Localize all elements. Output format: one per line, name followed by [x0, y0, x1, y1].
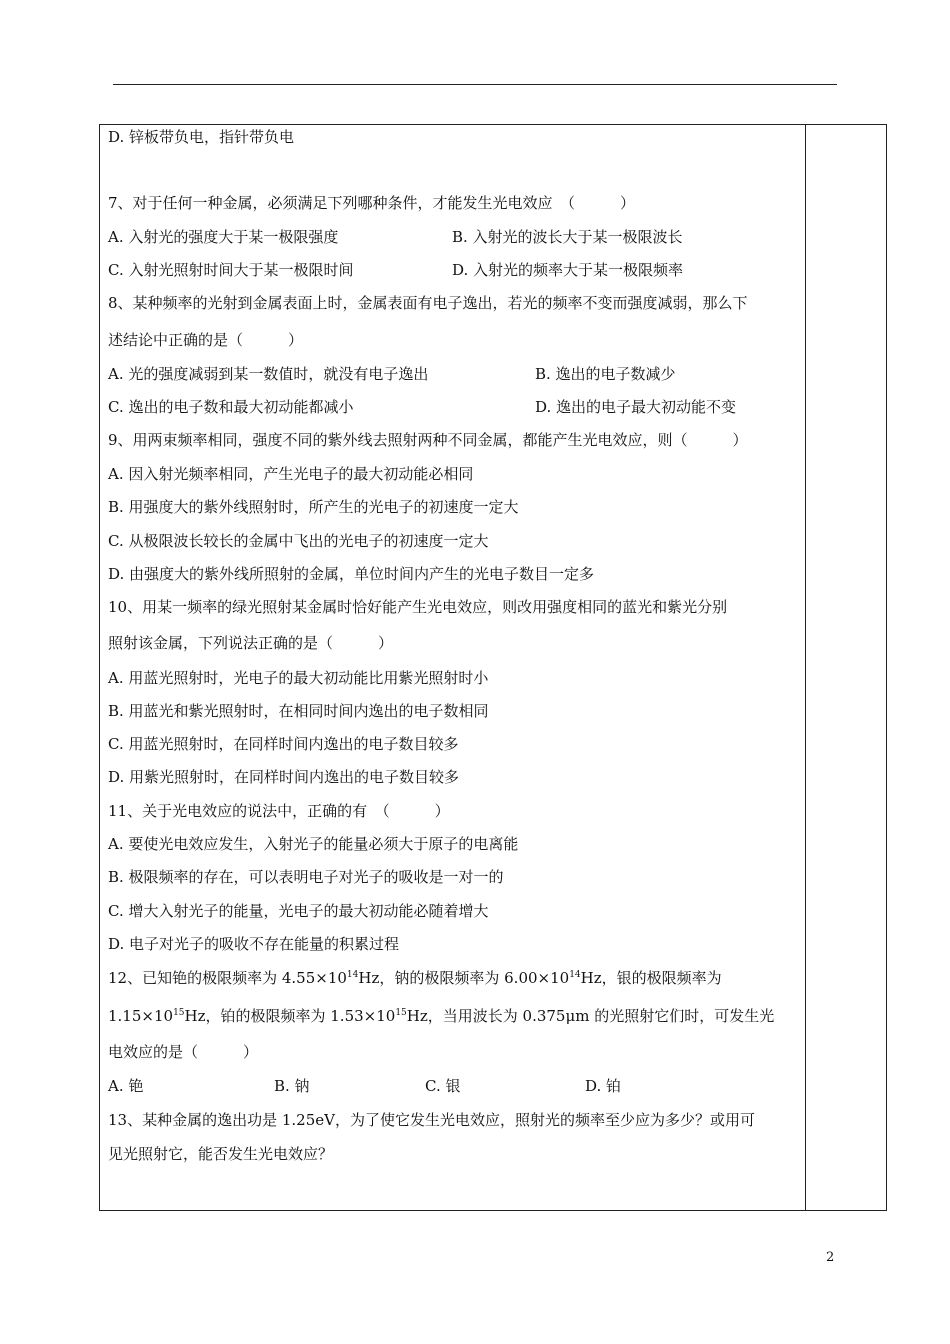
- q7-option-c: C. 入射光照射时间大于某一极限时间: [108, 261, 354, 279]
- q10-option-c: C. 用蓝光照射时，在同样时间内逸出的电子数目较多: [108, 735, 459, 753]
- q11-option-d: D. 电子对光子的吸收不存在能量的积累过程: [108, 935, 400, 953]
- q9-option-d: D. 由强度大的紫外线所照射的金属，单位时间内产生的光电子数目一定多: [108, 565, 595, 583]
- q8-stem-line2: 述结论中正确的是（ ）: [108, 331, 304, 349]
- q9-option-a: A. 因入射光频率相同，产生光电子的最大初动能必相同: [108, 465, 474, 483]
- q8-option-c: C. 逸出的电子数和最大初动能都减小: [108, 398, 354, 416]
- q7-option-d: D. 入射光的频率大于某一极限频率: [452, 261, 684, 279]
- header-rule: [113, 84, 837, 85]
- q7-stem: 7、对于任何一种金属，必须满足下列哪种条件，才能发生光电效应 （ ）: [108, 194, 636, 212]
- table-column-divider: [805, 124, 806, 1211]
- page-number: 2: [826, 1250, 835, 1265]
- q12-stem-line3: 电效应的是（ ）: [108, 1043, 259, 1061]
- q13-stem-line1: 13、某种金属的逸出功是 1.25eV，为了使它发生光电效应，照射光的频率至少应为多少？或用可: [108, 1111, 755, 1129]
- q11-option-a: A. 要使光电效应发生，入射光子的能量必须大于原子的电离能: [108, 835, 519, 853]
- q10-option-a: A. 用蓝光照射时，光电子的最大初动能比用紫光照射时小: [108, 669, 489, 687]
- q8-stem-line1: 8、某种频率的光射到金属表面上时，金属表面有电子逸出，若光的频率不变而强度减弱，那么下: [108, 294, 748, 312]
- q11-option-b: B. 极限频率的存在，可以表明电子对光子的吸收是一对一的: [108, 868, 504, 886]
- q13-stem-line2: 见光照射它，能否发生光电效应？: [108, 1145, 334, 1163]
- q6-option-d: D. 锌板带负电，指针带负电: [108, 128, 295, 146]
- q8-option-a: A. 光的强度减弱到某一数值时，就没有电子逸出: [108, 365, 429, 383]
- q10-stem-line2: 照射该金属，下列说法正确的是（ ）: [108, 634, 394, 652]
- q10-stem-line1: 10、用某一频率的绿光照射某金属时恰好能产生光电效应，则改用强度相同的蓝光和紫光分别: [108, 598, 728, 616]
- q10-option-b: B. 用蓝光和紫光照射时，在相同时间内逸出的电子数相同: [108, 702, 489, 720]
- q7-option-b: B. 入射光的波长大于某一极限波长: [452, 228, 683, 246]
- q12-option-d: D. 铂: [585, 1077, 622, 1095]
- q8-option-b: B. 逸出的电子数减少: [535, 365, 676, 383]
- q12-option-a: A. 铯: [108, 1077, 144, 1095]
- q10-option-d: D. 用紫光照射时，在同样时间内逸出的电子数目较多: [108, 768, 460, 786]
- q8-option-d: D. 逸出的电子最大初动能不变: [535, 398, 737, 416]
- q12-stem-line2: $1.15\times 10^{15}Hz$，铂的极限频率为 $1.53\times 10^{15}Hz$，当用波长为 0.375μm 的光照射它们时，可发生光: [108, 1007, 775, 1025]
- q11-stem: 11、关于光电效应的说法中，正确的有 （ ）: [108, 802, 450, 820]
- q11-option-c: C. 增大入射光子的能量，光电子的最大初动能必随着增大: [108, 902, 489, 920]
- q9-option-b: B. 用强度大的紫外线照射时，所产生的光电子的初速度一定大: [108, 498, 519, 516]
- q9-option-c: C. 从极限波长较长的金属中飞出的光电子的初速度一定大: [108, 532, 489, 550]
- q7-option-a: A. 入射光的强度大于某一极限强度: [108, 228, 339, 246]
- q9-stem: 9、用两束频率相同，强度不同的紫外线去照射两种不同金属，都能产生光电效应，则（ ）: [108, 431, 748, 449]
- q12-option-b: B. 钠: [274, 1077, 310, 1095]
- q12-stem-line1: 12、已知铯的极限频率为 $4.55\times 10^{14}Hz$，钠的极限频率为 $6.00\times 10^{14}Hz$，银的极限频率为: [108, 969, 722, 987]
- q12-option-c: C. 银: [425, 1077, 461, 1095]
